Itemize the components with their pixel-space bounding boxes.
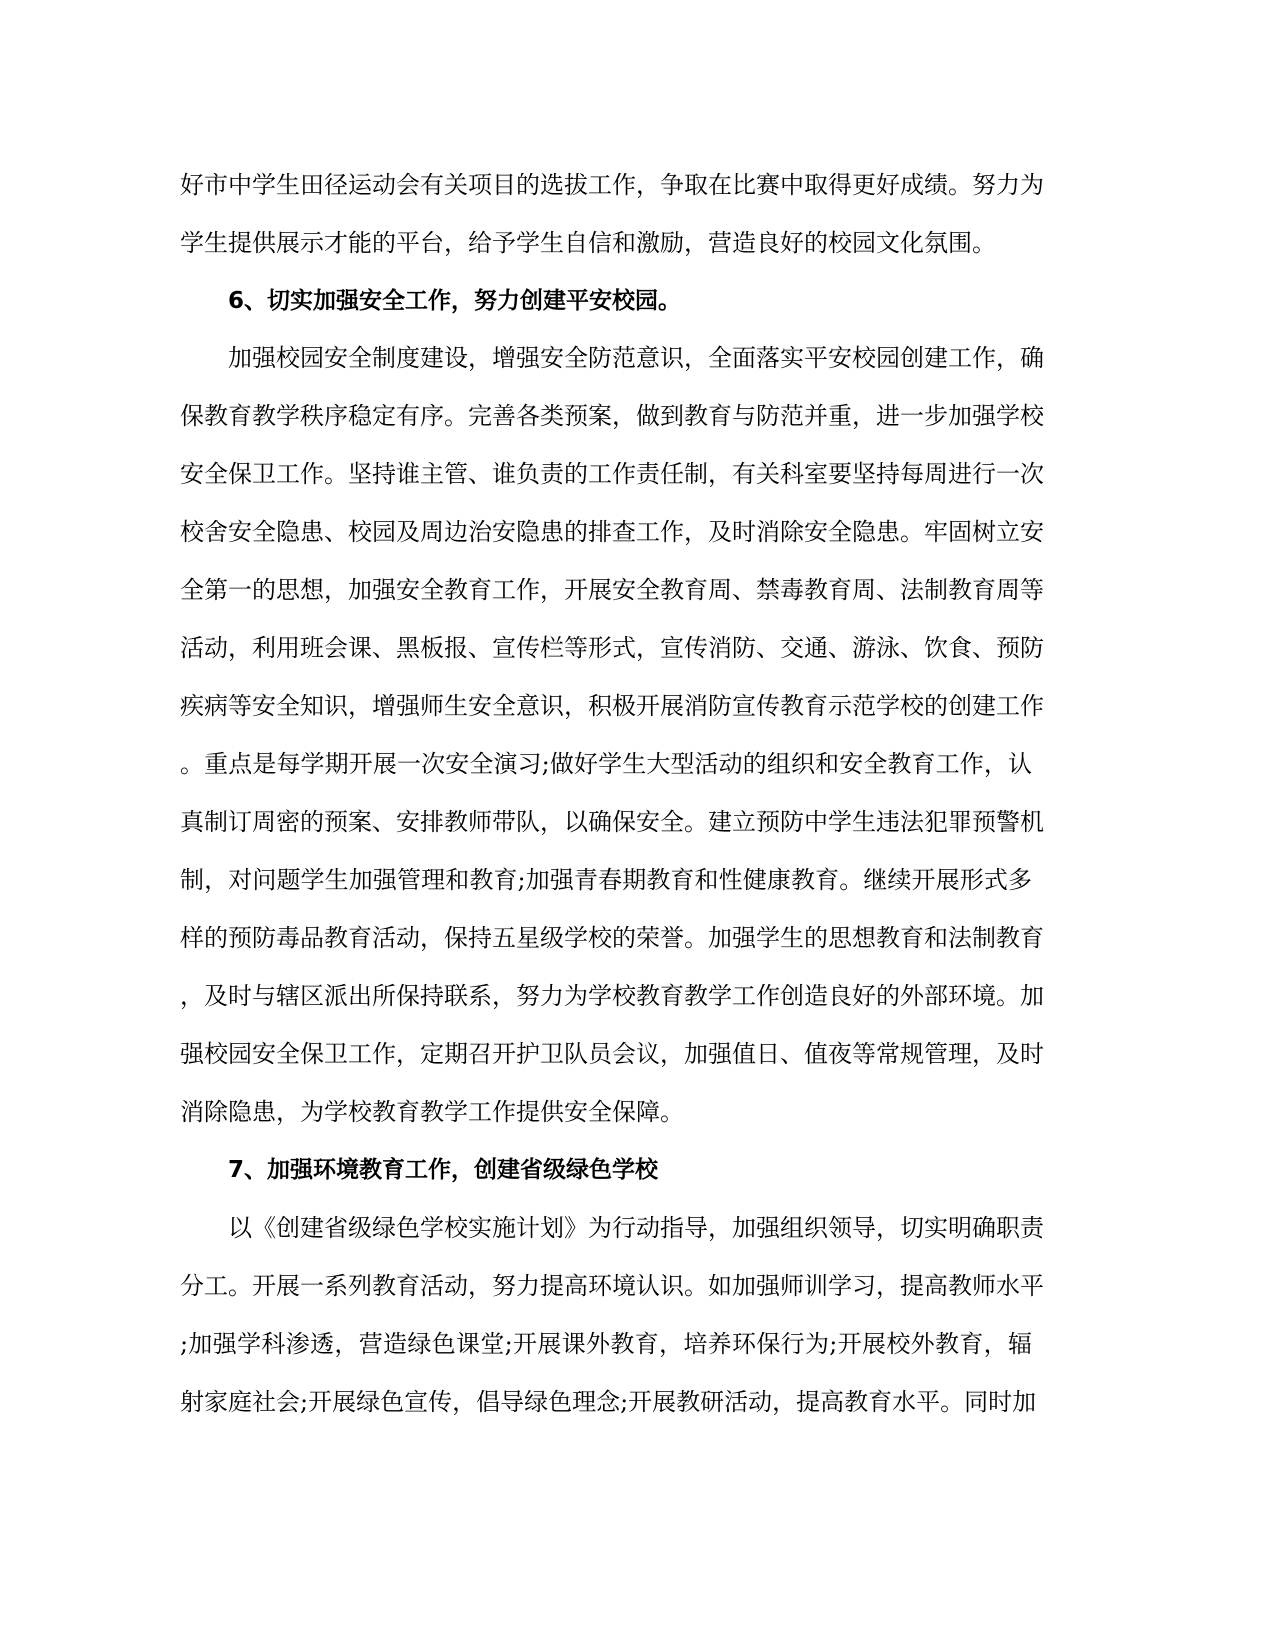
section-6-line-1: 加强校园安全制度建设，增强安全防范意识，全面落实平安校园创建工作，确 bbox=[228, 344, 1044, 372]
section-6-line-8: 。重点是每学期开展一次安全演习;做好学生大型活动的组织和安全教育工作，认 bbox=[180, 750, 1032, 778]
section-6-line-9: 真制订周密的预案、安排教师带队，以确保安全。建立预防中学生违法犯罪预警机 bbox=[180, 808, 1044, 836]
section-6-line-13: 强校园安全保卫工作，定期召开护卫队员会议，加强值日、值夜等常规管理，及时 bbox=[180, 1040, 1044, 1068]
section-6-line-2: 保教育教学秩序稳定有序。完善各类预案，做到教育与防范并重，进一步加强学校 bbox=[180, 402, 1044, 430]
section-6-line-6: 活动，利用班会课、黑板报、宣传栏等形式，宣传消防、交通、游泳、饮食、预防 bbox=[180, 634, 1044, 662]
intro-line-1: 好市中学生田径运动会有关项目的选拔工作，争取在比赛中取得更好成绩。努力为 bbox=[180, 171, 1044, 199]
intro-line-2: 学生提供展示才能的平台，给予学生自信和激励，营造良好的校园文化氛围。 bbox=[180, 229, 996, 257]
section-6-line-5: 全第一的思想，加强安全教育工作，开展安全教育周、禁毒教育周、法制教育周等 bbox=[180, 576, 1044, 604]
section-6-line-4: 校舍安全隐患、校园及周边治安隐患的排查工作，及时消除安全隐患。牢固树立安 bbox=[180, 518, 1044, 546]
section-6-line-10: 制，对问题学生加强管理和教育;加强青春期教育和性健康教育。继续开展形式多 bbox=[180, 866, 1032, 894]
section-6-line-14: 消除隐患，为学校教育教学工作提供安全保障。 bbox=[180, 1098, 684, 1126]
section-6-line-11: 样的预防毒品教育活动，保持五星级学校的荣誉。加强学生的思想教育和法制教育 bbox=[180, 924, 1044, 952]
section-7-line-1: 以《创建省级绿色学校实施计划》为行动指导，加强组织领导，切实明确职责 bbox=[228, 1214, 1044, 1242]
section-7-line-3: ;加强学科渗透，营造绿色课堂;开展课外教育，培养环保行为;开展校外教育，辐 bbox=[180, 1330, 1032, 1358]
section-6-heading: 6、切实加强安全工作，努力创建平安校园。 bbox=[228, 288, 682, 314]
section-7-line-4: 射家庭社会;开展绿色宣传，倡导绿色理念;开展教研活动，提高教育水平。同时加 bbox=[180, 1388, 1037, 1416]
section-7-line-2: 分工。开展一系列教育活动，努力提高环境认识。如加强师训学习，提高教师水平 bbox=[180, 1272, 1044, 1300]
section-6-line-7: 疾病等安全知识，增强师生安全意识，积极开展消防宣传教育示范学校的创建工作 bbox=[180, 692, 1044, 720]
section-6-line-12: ，及时与辖区派出所保持联系，努力为学校教育教学工作创造良好的外部环境。加 bbox=[180, 982, 1044, 1010]
section-6-line-3: 安全保卫工作。坚持谁主管、谁负责的工作责任制，有关科室要坚持每周进行一次 bbox=[180, 460, 1044, 488]
section-7-heading: 7、加强环境教育工作，创建省级绿色学校 bbox=[228, 1157, 659, 1183]
